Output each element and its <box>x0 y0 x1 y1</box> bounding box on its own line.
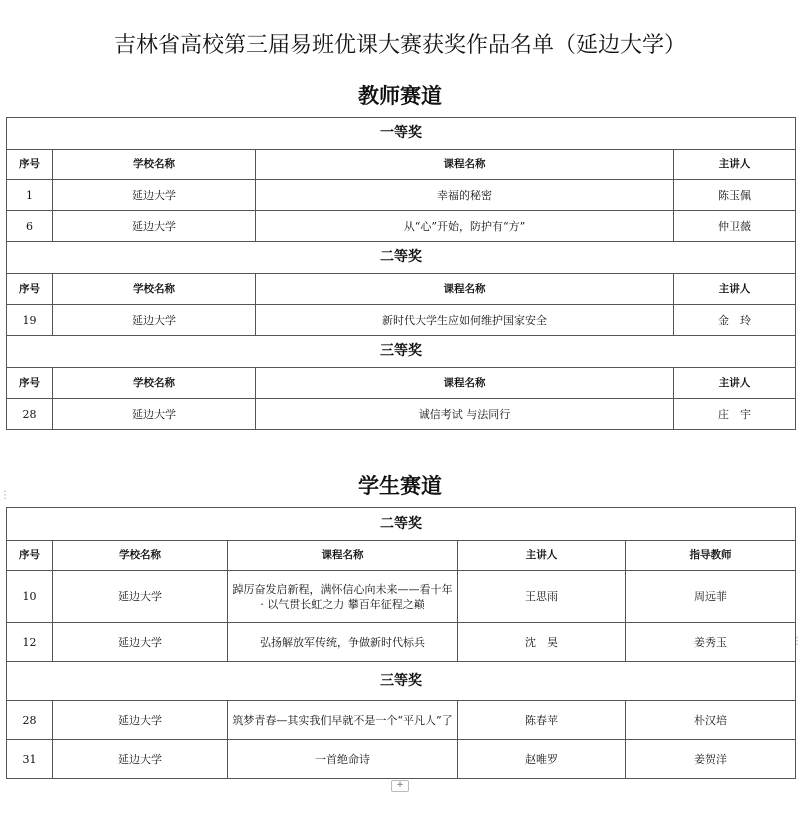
cell-school: 延边大学 <box>53 180 256 211</box>
cell-lecturer: 陈春苹 <box>458 701 626 740</box>
header-advisor: 指导教师 <box>626 541 796 571</box>
table-row <box>7 180 796 211</box>
table-row <box>7 571 796 623</box>
table-header-row <box>7 541 796 571</box>
cell-lecturer: 王思雨 <box>458 571 626 623</box>
table-row <box>7 701 796 740</box>
header-lecturer: 主讲人 <box>674 368 796 399</box>
header-lecturer: 主讲人 <box>674 274 796 305</box>
cell-course: 一首绝命诗 <box>228 740 458 779</box>
cell-lecturer: 仲卫薇 <box>674 211 796 242</box>
cell-no: 12 <box>7 623 53 662</box>
cell-no: 31 <box>7 740 53 779</box>
table-row <box>7 399 796 430</box>
cell-school: 延边大学 <box>53 623 228 662</box>
table-move-handle-icon[interactable]: ⋮ <box>0 490 10 501</box>
teacher-award-table <box>6 117 796 430</box>
student-award-table <box>6 507 796 779</box>
award-heading-third: 三等奖 <box>7 662 796 701</box>
header-course: 课程名称 <box>256 150 674 180</box>
cell-advisor: 姜贺洋 <box>626 740 796 779</box>
table-row <box>7 211 796 242</box>
cell-no: 10 <box>7 571 53 623</box>
cell-school: 延边大学 <box>53 305 256 336</box>
cell-course: 踔厉奋发启新程，满怀信心向未来——看十年 · 以气贯长虹之力 攀百年征程之巅 <box>228 571 458 623</box>
cell-no: 28 <box>7 399 53 430</box>
header-course: 课程名称 <box>256 274 674 305</box>
header-school: 学校名称 <box>53 274 256 305</box>
table-add-column-icon[interactable]: ⋮ <box>792 636 802 647</box>
cell-course: 从“心”开始，防护有“方” <box>256 211 674 242</box>
page-title: 吉林省高校第三届易班优课大赛获奖作品名单（延边大学） <box>113 33 686 58</box>
cell-course: 诚信考试 与法同行 <box>256 399 674 430</box>
table-row <box>7 623 796 662</box>
cell-course: 弘扬解放军传统，争做新时代标兵 <box>228 623 458 662</box>
cell-no: 6 <box>7 211 53 242</box>
cell-lecturer: 沈 昊 <box>458 623 626 662</box>
header-lecturer: 主讲人 <box>458 541 626 571</box>
cell-course: 筑梦青春—其实我们早就不是一个“平凡人”了 <box>228 701 458 740</box>
table-header-row <box>7 274 796 305</box>
cell-school: 延边大学 <box>53 571 228 623</box>
cell-school: 延边大学 <box>53 399 256 430</box>
award-heading-second: 二等奖 <box>7 508 796 541</box>
header-school: 学校名称 <box>53 541 228 571</box>
student-track-title: 学生赛道 <box>358 474 442 498</box>
page-break <box>0 444 800 460</box>
cell-lecturer: 金 玲 <box>674 305 796 336</box>
table-header-row <box>7 368 796 399</box>
table-row <box>7 740 796 779</box>
teacher-track-title: 教师赛道 <box>358 84 442 108</box>
cell-school: 延边大学 <box>53 701 228 740</box>
header-no: 序号 <box>7 150 53 180</box>
cell-lecturer: 陈玉佩 <box>674 180 796 211</box>
cell-school: 延边大学 <box>53 211 256 242</box>
cell-lecturer: 赵唯罗 <box>458 740 626 779</box>
cell-no: 19 <box>7 305 53 336</box>
cell-advisor: 周远菲 <box>626 571 796 623</box>
header-no: 序号 <box>7 541 53 571</box>
header-lecturer: 主讲人 <box>674 150 796 180</box>
header-course: 课程名称 <box>228 541 458 571</box>
award-heading-second: 二等奖 <box>7 242 796 274</box>
award-heading-first: 一等奖 <box>7 118 796 150</box>
cell-course: 新时代大学生应如何维护国家安全 <box>256 305 674 336</box>
cell-advisor: 朴汉培 <box>626 701 796 740</box>
header-no: 序号 <box>7 274 53 305</box>
table-header-row <box>7 150 796 180</box>
header-school: 学校名称 <box>53 150 256 180</box>
cell-advisor: 姜秀玉 <box>626 623 796 662</box>
add-row-button[interactable]: + <box>391 780 409 792</box>
cell-course: 幸福的秘密 <box>256 180 674 211</box>
header-course: 课程名称 <box>256 368 674 399</box>
header-no: 序号 <box>7 368 53 399</box>
award-heading-third: 三等奖 <box>7 336 796 368</box>
cell-no: 28 <box>7 701 53 740</box>
cell-no: 1 <box>7 180 53 211</box>
table-row <box>7 305 796 336</box>
cell-lecturer: 庄 宇 <box>674 399 796 430</box>
cell-school: 延边大学 <box>53 740 228 779</box>
header-school: 学校名称 <box>53 368 256 399</box>
